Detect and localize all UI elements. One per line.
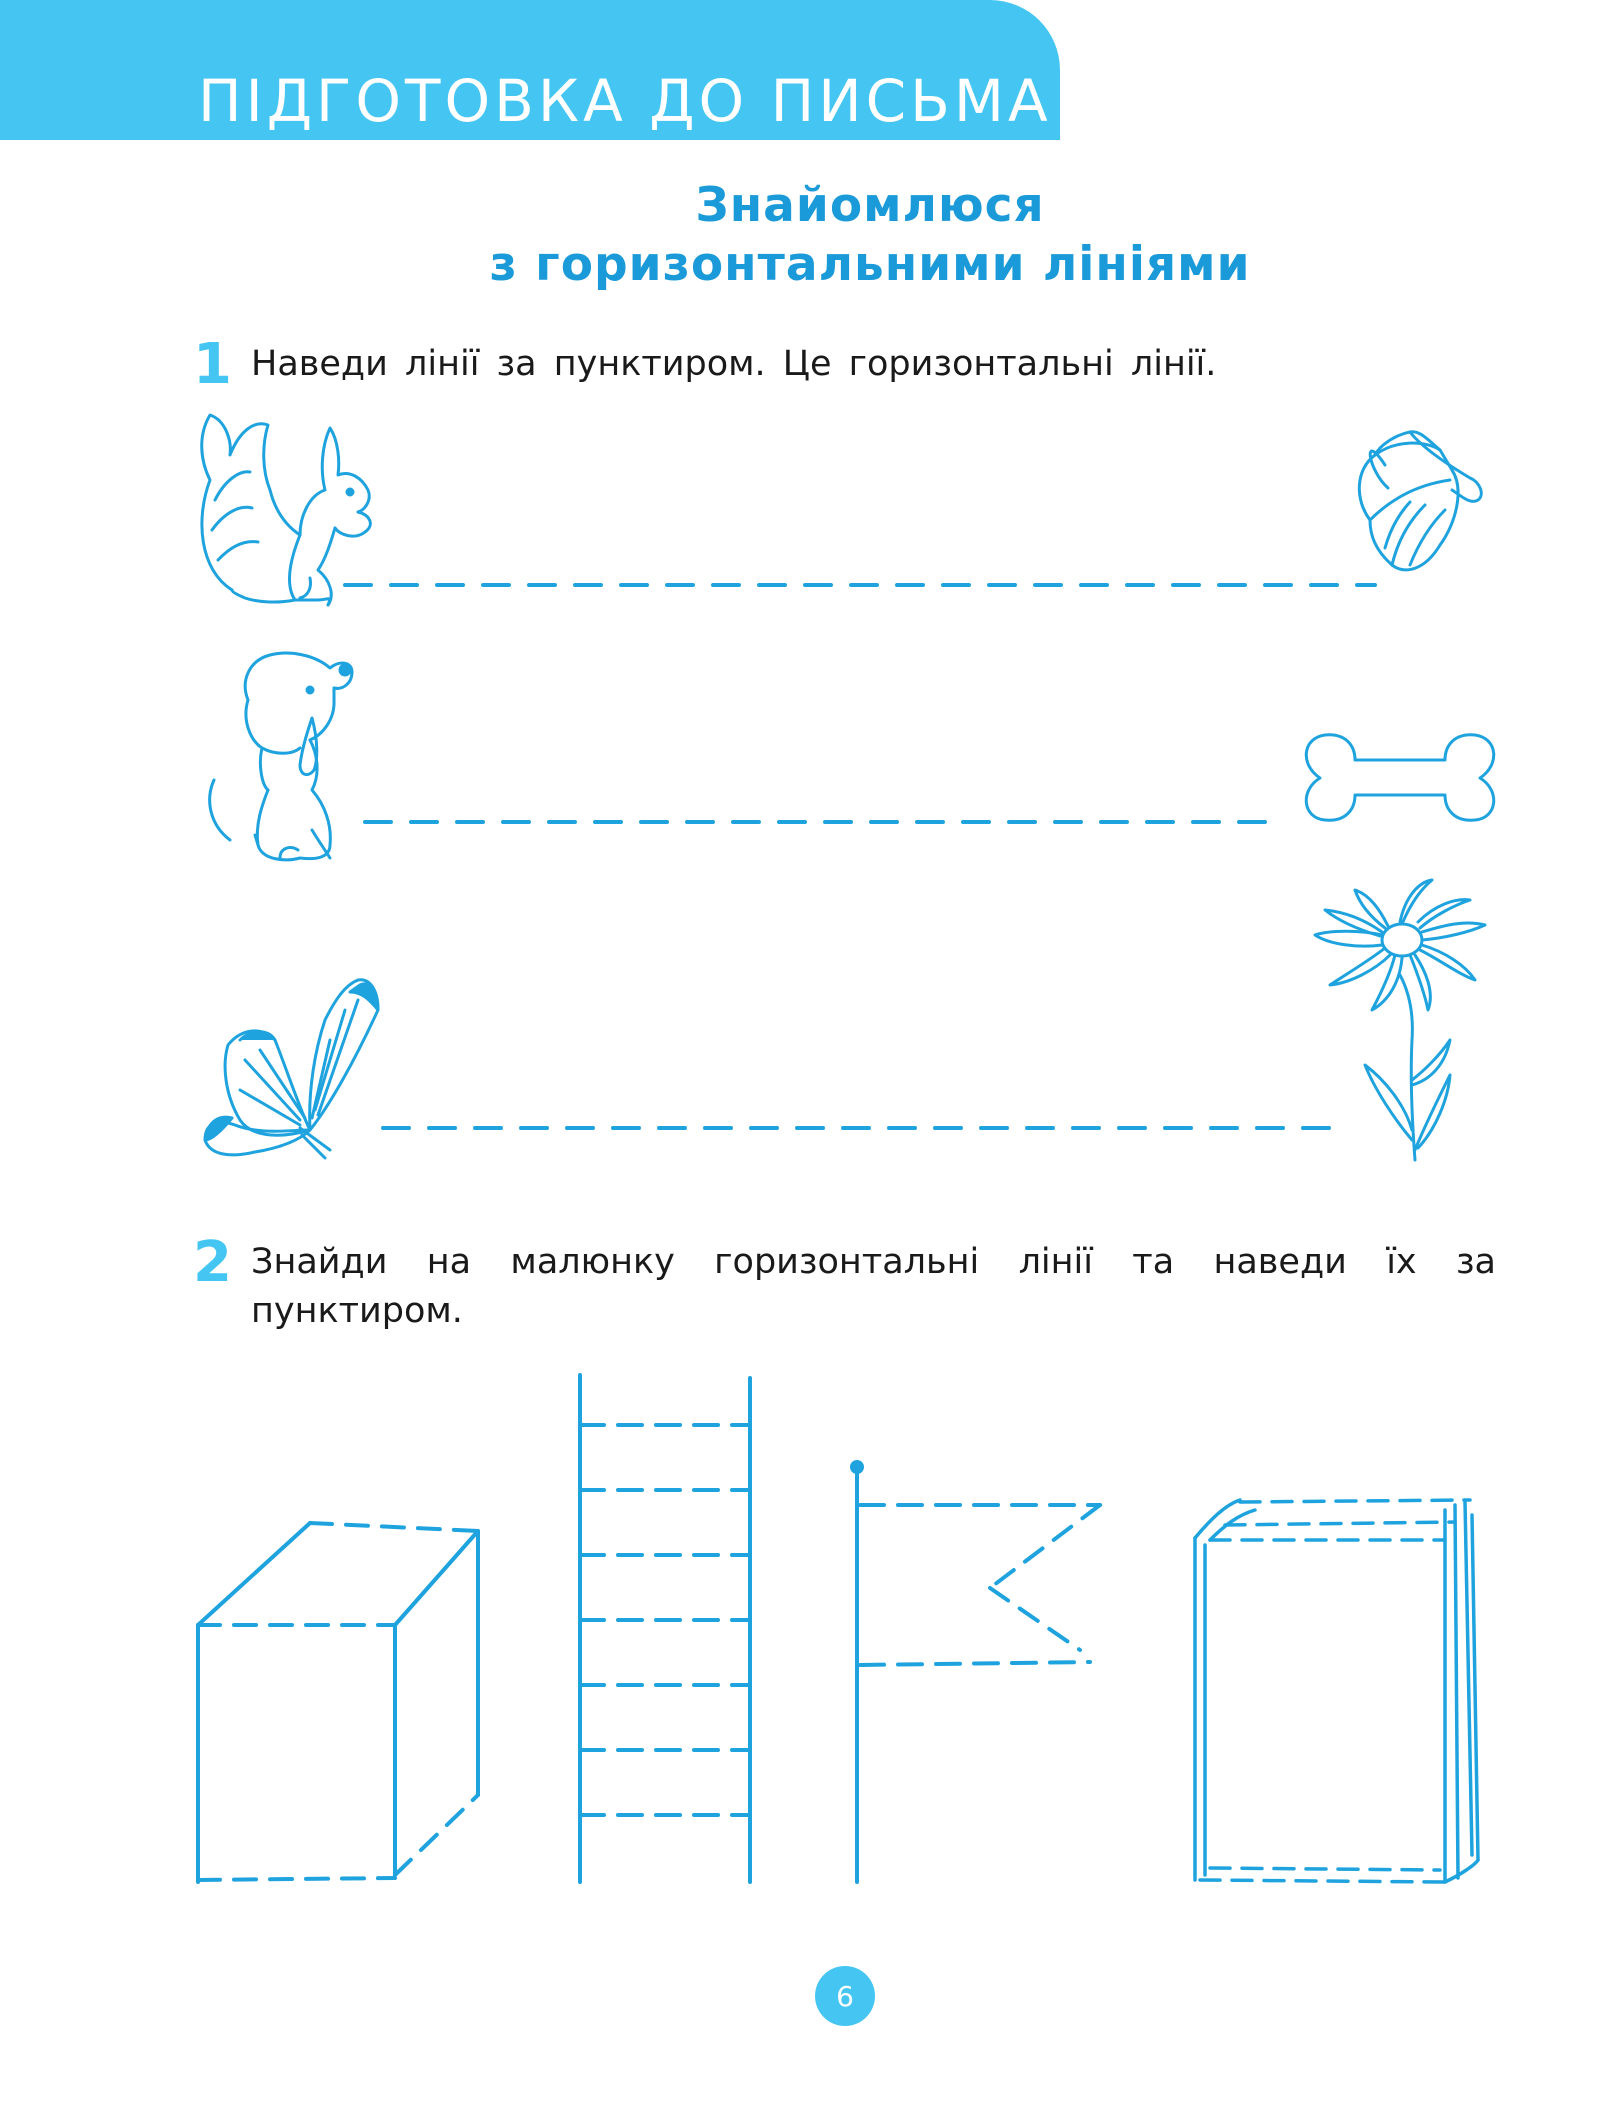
lesson-title-line2: з горизонтальними лініями bbox=[489, 237, 1251, 292]
ladder-icon bbox=[580, 1375, 750, 1882]
book-icon bbox=[1195, 1500, 1478, 1882]
task-1-number: 1 bbox=[193, 332, 232, 397]
dog-icon bbox=[210, 653, 352, 860]
lesson-title-line1: Знайомлюся bbox=[695, 178, 1045, 233]
cube-icon bbox=[198, 1523, 478, 1882]
task-2-number: 2 bbox=[193, 1230, 232, 1295]
bone-icon bbox=[1306, 735, 1493, 820]
acorn-icon bbox=[1359, 432, 1481, 570]
section-title: ПІДГОТОВКА ДО ПИСЬМА bbox=[198, 67, 1052, 135]
page-number: 6 bbox=[815, 1966, 875, 2026]
butterfly-icon bbox=[205, 980, 378, 1158]
flag-icon bbox=[852, 1462, 1100, 1882]
squirrel-icon bbox=[202, 415, 371, 605]
task-2-text: Знайди на малюнку горизонтальні лінії та наведи їх за пунктиром. bbox=[251, 1242, 1496, 1331]
task-1-text: Наведи лінії за пунктиром. Це горизонтальні лінії. bbox=[251, 344, 1217, 384]
flower-icon bbox=[1315, 880, 1485, 1160]
